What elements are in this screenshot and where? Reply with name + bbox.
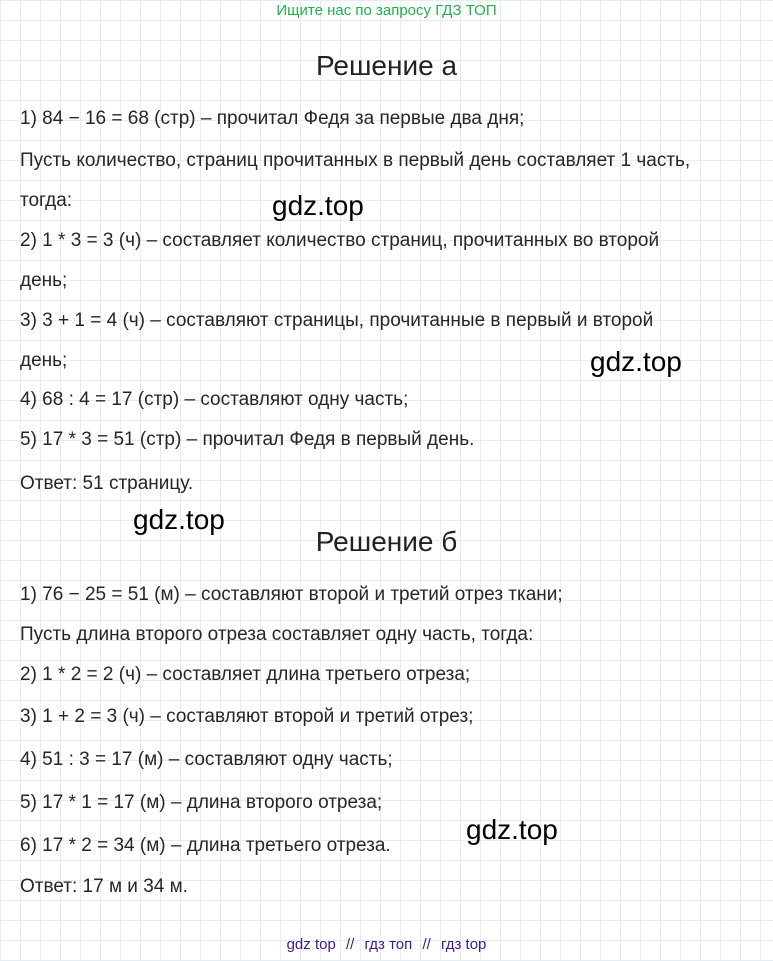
watermark: gdz.top [133,504,225,535]
watermark: gdz.top [272,190,364,221]
solution-a-line-4: 2) 1 * 3 = 3 (ч) – составляет количество страниц, прочитанных во второй [20,230,660,251]
solution-b-line-5: 4) 51 : 3 = 17 (м) – составляют одну часть; [20,749,393,770]
solution-a-line-5: день; [20,270,68,291]
footer-link-gdz-top[interactable]: gdz top [286,936,336,953]
solution-b-line-6: 5) 17 * 1 = 17 (м) – длина второго отреза; [20,792,383,813]
solution-b-line-4: 3) 1 + 2 = 3 (ч) – составляют второй и третий отрез; [20,706,474,727]
heading-solution-a: Решение а [315,50,458,81]
solution-a-line-6: 3) 3 + 1 = 4 (ч) – составляют страницы, прочитанные в первый и второй [20,310,654,331]
solution-a-line-8: 4) 68 : 4 = 17 (стр) – составляют одну часть; [20,389,409,410]
footer-link-gdz-top-mixed[interactable]: гдз top [440,936,487,953]
footer-links [0,936,773,953]
solution-a-line-3: тогда: [20,190,73,211]
top-banner: Ищите нас по запросу ГДЗ ТОП [276,2,497,19]
watermark: gdz.top [466,814,558,845]
solution-b-line-2: Пусть длина второго отреза составляет одну часть, тогда: [20,624,534,645]
footer-separator: // [422,936,431,953]
footer-separator: // [345,936,355,953]
solution-b-line-3: 2) 1 * 2 = 2 (ч) – составляет длина третьего отреза; [20,664,471,685]
solution-a-line-7: день; [20,350,68,371]
solution-a-line-9: 5) 17 * 3 = 51 (стр) – прочитал Федя в первый день. [20,429,475,450]
footer-link-gdz-top-ru[interactable]: гдз топ [364,936,413,953]
solution-b-line-1: 1) 76 − 25 = 51 (м) – составляют второй и третий отрез ткани; [20,584,563,605]
solution-b-line-7: 6) 17 * 2 = 34 (м) – длина третьего отреза. [20,835,391,856]
heading-solution-b: Решение б [315,526,458,557]
solution-a-line-1: 1) 84 − 16 = 68 (стр) – прочитал Федя за первые два дня; [20,108,525,129]
watermark: gdz.top [590,346,682,377]
solution-b-answer: Ответ: 17 м и 34 м. [20,876,188,897]
solution-a-answer: Ответ: 51 страницу. [20,473,194,494]
solution-a-line-2: Пусть количество, страниц прочитанных в первый день составляет 1 часть, [20,150,691,171]
